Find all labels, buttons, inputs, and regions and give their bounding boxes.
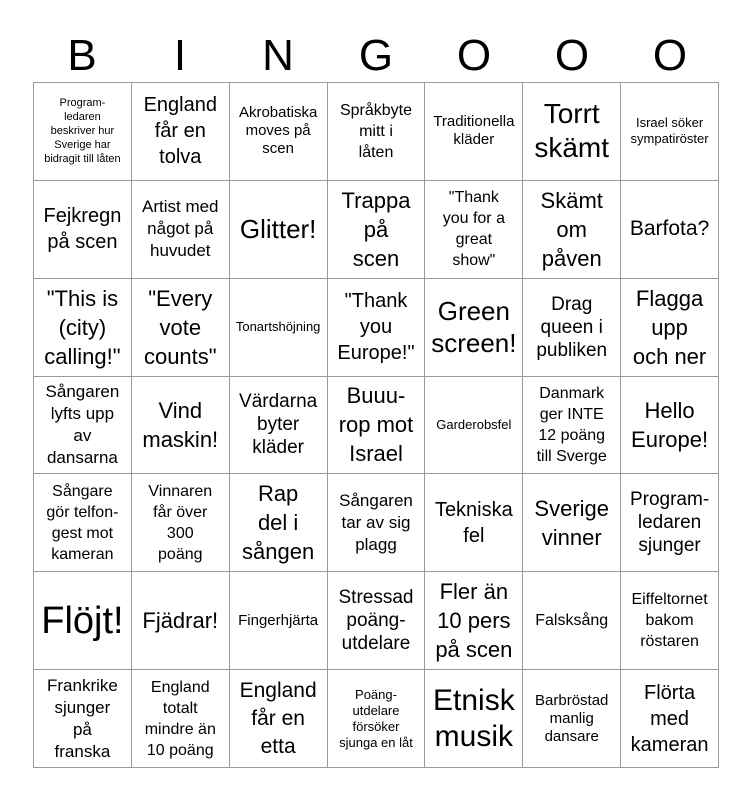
cell-text: Flöjt!: [41, 599, 124, 642]
cell-text: Vind maskin!: [142, 397, 219, 452]
cell-text: Sångaren tar av sig plagg: [339, 490, 413, 554]
bingo-cell[interactable]: [34, 181, 132, 279]
bingo-card-grid: [33, 82, 719, 768]
bingo-cell[interactable]: [621, 572, 719, 670]
cell-text: Falsksång: [535, 612, 609, 630]
cell-text: Danmark ger INTE 12 poäng till Sverge: [536, 384, 607, 465]
cell-text: Tekniska fel: [434, 498, 513, 547]
bingo-cell[interactable]: [328, 572, 426, 670]
cell-text: Fler än 10 pers på scen: [435, 579, 513, 663]
cell-text: Akrobatiska moves på scen: [238, 104, 318, 158]
cell-text: Program- ledaren beskriver hur Sverige har bidragit till låten: [44, 97, 121, 166]
bingo-cell[interactable]: [34, 474, 132, 572]
cell-text: Fingerhjärta: [238, 611, 319, 629]
bingo-cell[interactable]: [34, 377, 132, 475]
bingo-cell[interactable]: [132, 377, 230, 475]
cell-text: Fejkregn på scen: [43, 205, 122, 254]
cell-text: Glitter!: [239, 214, 317, 245]
bingo-cell[interactable]: [425, 474, 523, 572]
cell-text: Flagga upp och ner: [632, 285, 707, 369]
cell-text: Torrt skämt: [534, 98, 610, 164]
bingo-cell[interactable]: [523, 83, 621, 181]
cell-text: Poäng- utdelare försöker sjunga en låt: [339, 686, 413, 750]
cell-text: England får en etta: [239, 678, 317, 758]
bingo-cell[interactable]: [132, 670, 230, 768]
cell-text: Garderobsfel: [436, 416, 512, 432]
bingo-cell[interactable]: [230, 279, 328, 377]
bingo-cell[interactable]: [523, 474, 621, 572]
cell-text: Vinnaren får över 300 poäng: [148, 482, 213, 563]
header-letter: G: [358, 31, 394, 80]
cell-text: Sångare gör telfon- gest mot kameran: [46, 482, 119, 563]
bingo-cell[interactable]: [425, 181, 523, 279]
bingo-cell[interactable]: [34, 279, 132, 377]
cell-text: Buuu- rop mot Israel: [338, 383, 414, 467]
bingo-cell[interactable]: [328, 474, 426, 572]
bingo-cell[interactable]: [132, 279, 230, 377]
cell-text: Tonartshöjning: [235, 319, 321, 335]
bingo-cell[interactable]: [621, 181, 719, 279]
bingo-cell[interactable]: [425, 670, 523, 768]
bingo-cell[interactable]: [132, 572, 230, 670]
cell-text: Sverige vinner: [534, 495, 609, 550]
cell-text: Drag queen i publiken: [536, 293, 608, 361]
bingo-cell[interactable]: [230, 670, 328, 768]
cell-text: Etnisk musik: [433, 683, 515, 753]
cell-text: Artist med något på huvudet: [142, 197, 219, 261]
bingo-cell[interactable]: [621, 83, 719, 181]
cell-text: Program- ledaren sjunger: [629, 489, 710, 557]
bingo-cell[interactable]: [230, 572, 328, 670]
bingo-cell[interactable]: [132, 83, 230, 181]
cell-text: Skämt om påven: [540, 187, 603, 271]
bingo-cell[interactable]: [621, 670, 719, 768]
cell-text: Traditionella kläder: [433, 113, 515, 149]
bingo-cell[interactable]: [132, 181, 230, 279]
cell-text: Stressad poäng- utdelare: [338, 587, 414, 655]
cell-text: Trappa på scen: [341, 187, 411, 271]
bingo-cell[interactable]: [132, 474, 230, 572]
cell-text: Sångaren lyfts upp av dansarna: [45, 381, 120, 467]
cell-text: Eiffeltornet bakom röstaren: [631, 591, 708, 651]
cell-text: Flörta med kameran: [630, 681, 709, 756]
bingo-cell[interactable]: [328, 181, 426, 279]
cell-text: England får en tolva: [143, 94, 217, 169]
bingo-cell[interactable]: [34, 670, 132, 768]
bingo-cell[interactable]: [34, 83, 132, 181]
bingo-cell[interactable]: [523, 279, 621, 377]
cell-text: Rap del i sången: [242, 481, 315, 565]
bingo-cell[interactable]: [621, 279, 719, 377]
bingo-cell[interactable]: [621, 474, 719, 572]
bingo-cell[interactable]: [425, 572, 523, 670]
cell-text: "Every vote counts": [143, 285, 217, 369]
bingo-cell[interactable]: [523, 181, 621, 279]
bingo-cell[interactable]: [425, 377, 523, 475]
bingo-cell[interactable]: [230, 377, 328, 475]
bingo-cell[interactable]: [328, 83, 426, 181]
header-letter: I: [173, 31, 187, 80]
bingo-cell[interactable]: [328, 670, 426, 768]
bingo-cell[interactable]: [425, 279, 523, 377]
cell-text: "Thank you Europe!": [337, 290, 415, 365]
header-letter: O: [652, 31, 688, 80]
bingo-cell[interactable]: [425, 83, 523, 181]
cell-text: Barbröstad manlig dansare: [535, 691, 609, 745]
cell-text: Fjädrar!: [142, 608, 219, 634]
header-letter: B: [67, 31, 97, 80]
cell-text: Frankrike sjunger på franska: [46, 675, 118, 761]
cell-text: Israel söker sympatiröster: [630, 115, 709, 147]
bingo-cell[interactable]: [328, 279, 426, 377]
bingo-cell[interactable]: [34, 572, 132, 670]
bingo-cell[interactable]: [328, 377, 426, 475]
bingo-cell[interactable]: [523, 670, 621, 768]
header-letter: N: [262, 31, 294, 80]
bingo-header: [33, 30, 719, 82]
cell-text: Språkbyte mitt i låten: [339, 101, 413, 161]
bingo-cell[interactable]: [230, 181, 328, 279]
bingo-cell[interactable]: [523, 572, 621, 670]
bingo-cell[interactable]: [621, 377, 719, 475]
header-letter: O: [456, 31, 492, 80]
cell-text: England totalt mindre än 10 poäng: [144, 678, 216, 759]
header-letter: O: [554, 31, 590, 80]
bingo-cell[interactable]: [523, 377, 621, 475]
cell-text: Green screen!: [431, 296, 517, 359]
bingo-cell[interactable]: [230, 83, 328, 181]
cell-text: Hello Europe!: [631, 397, 709, 452]
cell-text: Värdarna byter kläder: [239, 391, 318, 459]
cell-text: Barfota?: [629, 217, 710, 241]
bingo-cell[interactable]: [230, 474, 328, 572]
cell-text: "Thank you for a great show": [442, 189, 505, 270]
cell-text: "This is (city) calling!": [44, 285, 121, 369]
